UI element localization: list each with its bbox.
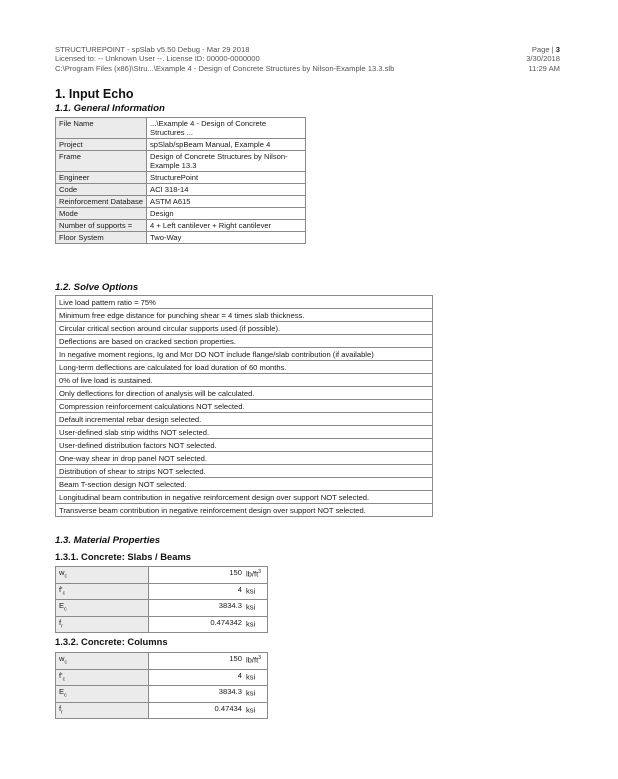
general-info-row xyxy=(56,208,306,220)
general-info-row xyxy=(56,118,306,139)
material-unit xyxy=(245,567,268,584)
solve-option-text: In negative moment regions, Ig and Mcr DO NOT include flange/slab contribution (if available) xyxy=(56,348,433,361)
header-file-path: C:\Program Files (x86)\Stru...\Example 4 - Design of Concrete Structures by Nilson-Example 13.3.slb xyxy=(55,63,395,73)
symbol-main: w xyxy=(59,568,65,577)
general-info-value: Design of Concrete Structures by Nilson-Example 13.3 xyxy=(147,151,306,172)
solve-option-row xyxy=(56,452,433,465)
symbol-main: f' xyxy=(59,584,63,594)
solve-option-row xyxy=(56,465,433,478)
solve-option-text: 0% of live load is sustained. xyxy=(56,374,433,387)
general-info-value: ...\Example 4 - Design of Concrete Structures ... xyxy=(147,118,306,139)
solve-option-text: User-defined slab strip widths NOT selected. xyxy=(56,426,433,439)
solve-option-text: Long-term deflections are calculated for load duration of 60 months. xyxy=(56,361,433,374)
material-symbol xyxy=(56,600,149,617)
general-info-row xyxy=(56,220,306,232)
general-info-table xyxy=(55,117,306,244)
section-title-input-echo: 1. Input Echo xyxy=(55,87,134,101)
header-time: 11:29 AM xyxy=(528,63,560,73)
symbol-main: E xyxy=(59,687,65,697)
general-info-key: Project xyxy=(56,139,147,151)
material-row xyxy=(56,567,268,584)
unit-text: ksi xyxy=(246,619,256,629)
unit-text: ksi xyxy=(246,705,256,715)
solve-options-table xyxy=(55,295,433,517)
solve-option-row xyxy=(56,439,433,452)
slabs-beams-title: 1.3.1. Concrete: Slabs / Beams xyxy=(55,551,191,562)
solve-option-text: User-defined distribution factors NOT selected. xyxy=(56,439,433,452)
material-symbol xyxy=(56,567,149,584)
solve-option-text: Longitudinal beam contribution in negative reinforcement design over support NOT selected. xyxy=(56,491,433,504)
solve-option-text: Live load pattern ratio = 75% xyxy=(56,296,433,309)
material-row xyxy=(56,600,268,617)
material-row xyxy=(56,702,268,719)
material-value: 3834.3 xyxy=(149,600,246,617)
general-info-value: Two-Way xyxy=(147,232,306,244)
general-info-title: 1.1. General Information xyxy=(55,103,165,114)
symbol-subscript: c xyxy=(64,606,67,613)
unit-text: lb/ft xyxy=(246,569,259,579)
symbol-main: f' xyxy=(59,670,63,680)
material-value: 150 xyxy=(149,567,246,584)
page-number: 3 xyxy=(555,45,560,54)
general-info-key: Code xyxy=(56,184,147,196)
symbol-main: f xyxy=(59,703,62,713)
material-symbol xyxy=(56,653,149,670)
solve-option-text: Default incremental rebar design selected. xyxy=(56,413,433,426)
unit-superscript: 3 xyxy=(258,569,262,575)
solve-option-row xyxy=(56,413,433,426)
solve-option-row xyxy=(56,322,433,335)
material-unit xyxy=(245,669,268,686)
symbol-subscript: r xyxy=(61,709,63,716)
material-value: 150 xyxy=(149,653,246,670)
material-value: 0.474342 xyxy=(149,616,246,633)
unit-text: ksi xyxy=(246,688,256,698)
solve-option-row xyxy=(56,387,433,400)
general-info-value: spSlab/spBeam Manual, Example 4 xyxy=(147,139,306,151)
general-info-key: Number of supports = xyxy=(56,220,147,232)
general-info-value: ASTM A615 xyxy=(147,196,306,208)
material-value: 0.47434 xyxy=(149,702,246,719)
solve-option-text: Minimum free edge distance for punching shear = 4 times slab thickness. xyxy=(56,309,433,322)
page-label: Page | xyxy=(531,45,554,54)
material-value: 4 xyxy=(149,583,246,600)
unit-text: ksi xyxy=(246,602,256,612)
unit-superscript: 3 xyxy=(258,655,262,661)
slabs-beams-table xyxy=(55,566,268,633)
solve-option-text: Circular critical section around circular supports used (if possible). xyxy=(56,322,433,335)
material-value: 4 xyxy=(149,669,246,686)
symbol-subscript: c xyxy=(64,573,67,580)
solve-option-text: Transverse beam contribution in negative reinforcement design over support NOT selected. xyxy=(56,504,433,517)
solve-option-text: Deflections are based on cracked section properties. xyxy=(56,335,433,348)
material-symbol xyxy=(56,702,149,719)
unit-text: lb/ft xyxy=(246,655,259,665)
columns-table xyxy=(55,652,268,719)
general-info-key: Reinforcement Database xyxy=(56,196,147,208)
solve-option-text: Only deflections for direction of analysis will be calculated. xyxy=(56,387,433,400)
material-unit xyxy=(245,600,268,617)
material-symbol xyxy=(56,583,149,600)
symbol-main: w xyxy=(59,654,65,663)
symbol-subscript: c xyxy=(64,659,67,666)
general-info-key: Mode xyxy=(56,208,147,220)
header-right xyxy=(526,45,560,73)
general-info-value: 4 + Left cantilever + Right cantilever xyxy=(147,220,306,232)
general-info-row xyxy=(56,172,306,184)
solve-option-row xyxy=(56,361,433,374)
header-left xyxy=(55,45,394,73)
solve-option-row xyxy=(56,504,433,517)
general-info-row xyxy=(56,184,306,196)
symbol-main: E xyxy=(59,601,65,611)
material-symbol xyxy=(56,616,149,633)
material-symbol xyxy=(56,686,149,703)
solve-option-text: Compression reinforcement calculations NOT selected. xyxy=(56,400,433,413)
material-unit xyxy=(245,653,268,670)
solve-option-row xyxy=(56,348,433,361)
material-row xyxy=(56,583,268,600)
header-date: 3/30/2018 xyxy=(526,54,560,64)
solve-option-row xyxy=(56,491,433,504)
material-row xyxy=(56,686,268,703)
general-info-key: Frame xyxy=(56,151,147,172)
solve-option-row xyxy=(56,309,433,322)
material-unit xyxy=(245,686,268,703)
material-row xyxy=(56,669,268,686)
solve-option-row xyxy=(56,478,433,491)
general-info-row xyxy=(56,139,306,151)
solve-option-text: Beam T-section design NOT selected. xyxy=(56,478,433,491)
general-info-row xyxy=(56,196,306,208)
material-unit xyxy=(245,583,268,600)
symbol-subscript: r xyxy=(61,623,63,630)
symbol-subscript: c xyxy=(62,676,66,683)
page-indicator xyxy=(526,45,560,54)
general-info-value: Design xyxy=(147,208,306,220)
solve-option-row xyxy=(56,400,433,413)
columns-title: 1.3.2. Concrete: Columns xyxy=(55,636,168,647)
general-info-row xyxy=(56,232,306,244)
symbol-subscript: c xyxy=(64,692,67,699)
general-info-key: Floor System xyxy=(56,232,147,244)
solve-option-text: One-way shear in drop panel NOT selected. xyxy=(56,452,433,465)
solve-options-title: 1.2. Solve Options xyxy=(55,282,139,293)
general-info-key: File Name xyxy=(56,118,147,139)
material-row xyxy=(56,653,268,670)
material-value: 3834.3 xyxy=(149,686,246,703)
material-unit xyxy=(245,616,268,633)
solve-option-row xyxy=(56,296,433,309)
general-info-key: Engineer xyxy=(56,172,147,184)
unit-text: ksi xyxy=(246,586,256,596)
solve-option-text: Distribution of shear to strips NOT selected. xyxy=(56,465,433,478)
general-info-value: ACI 318-14 xyxy=(147,184,306,196)
header-app-line: STRUCTUREPOINT - spSlab v5.50 Debug - Mar 29 2018 xyxy=(55,45,250,54)
solve-option-row xyxy=(56,426,433,439)
material-symbol xyxy=(56,669,149,686)
general-info-row xyxy=(56,151,306,172)
material-unit xyxy=(245,702,268,719)
general-info-value: StructurePoint xyxy=(147,172,306,184)
symbol-main: f xyxy=(59,617,62,627)
material-properties-title: 1.3. Material Properties xyxy=(55,535,161,546)
solve-option-row xyxy=(56,335,433,348)
header-license-line: Licensed to: -- Unknown User --. License ID: 00000-0000000 xyxy=(55,54,260,64)
symbol-subscript: c xyxy=(62,590,66,597)
material-row xyxy=(56,616,268,633)
unit-text: ksi xyxy=(246,672,256,682)
solve-option-row xyxy=(56,374,433,387)
